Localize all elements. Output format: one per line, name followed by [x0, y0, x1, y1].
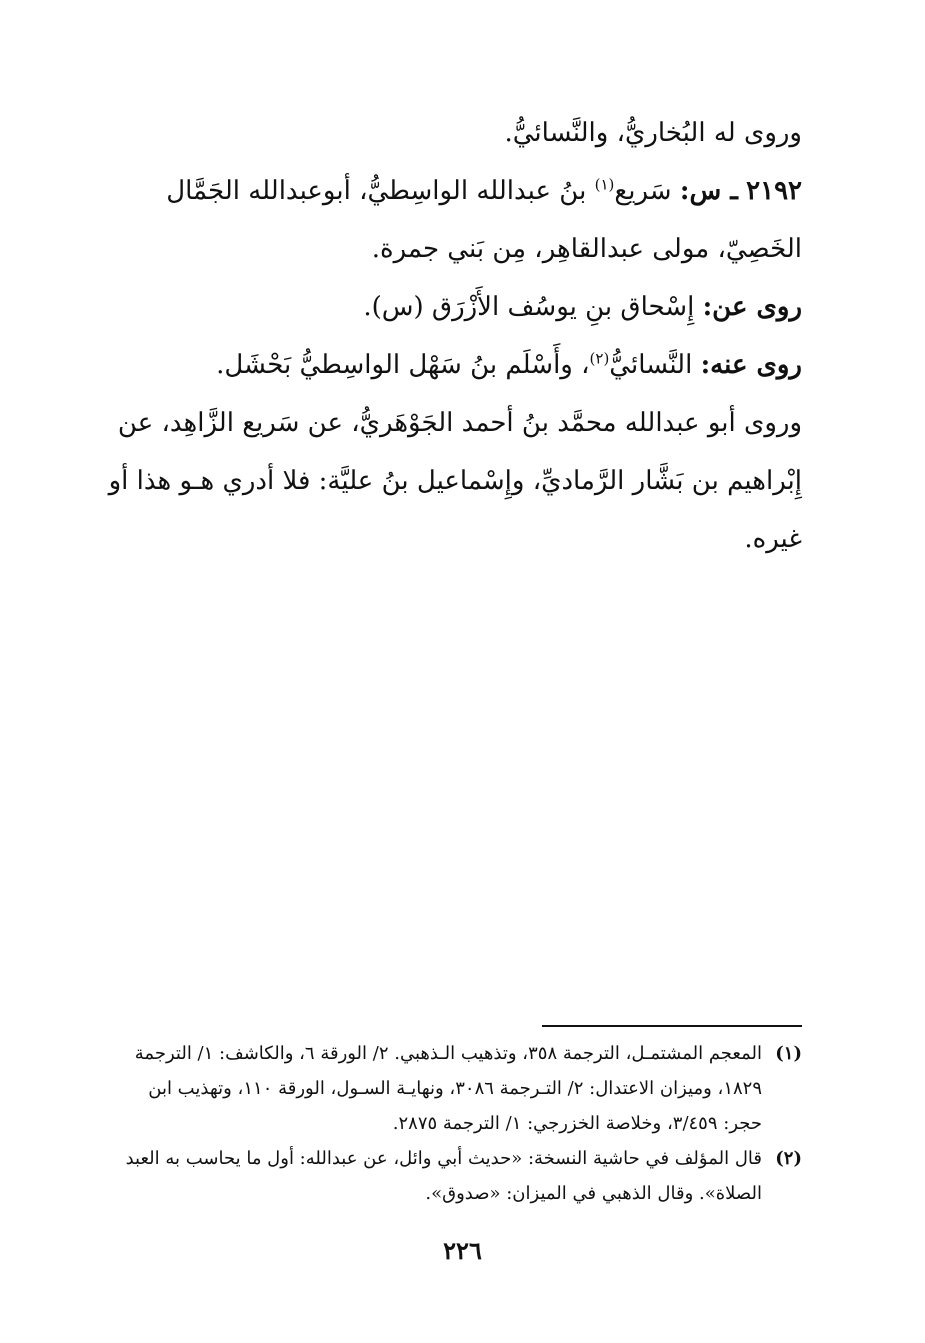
footnote-text: المعجم المشتمـل، الترجمة ٣٥٨، وتذهيب الـذهبي. ٢/ الورقة ٦، والكاشف: ١/ الترجمة ١٨٢٩، وميزان الاعتدال: ٢/ التـرجمة ٣٠٨٦، ونهايـة السـول، الورقة ١١٠، وتهذيب ابن حجر: ٣/٤٥٩، وخلاصة الخزرجي: ١/ الترجمة ٢٨٧٥.	[134, 1043, 762, 1134]
footnote-1	[110, 1036, 802, 1141]
narrated-by-text: النَّسائيُّ	[609, 350, 693, 380]
footnote-2	[110, 1141, 802, 1211]
entry-number: ٢١٩٢	[746, 176, 802, 206]
previous-entry-tail: وروى له البُخاريُّ، والنَّسائيُّ.	[504, 118, 802, 148]
footnotes	[110, 1036, 802, 1211]
footnote-ref-1: (١)	[594, 175, 615, 194]
narrated-by-label: روى عنه:	[700, 350, 802, 380]
narrated-from	[96, 278, 802, 336]
closing-paragraph: وروى أبو عبدالله محمَّد بنُ أحمد الجَوْهَريُّ، عن سَريع الزَّاهِد، عن إِبْراهيم بن بَشَّار الرَّماديِّ، وإِسْماعيل بنُ عليَّة: فلا أدري هـو هذا أو غيره.	[108, 408, 802, 554]
narrated-by-text-rest: ، وأَسْلَم بنُ سَهْل الواسِطيُّ بَحْشَل.	[216, 350, 590, 380]
main-text	[96, 104, 802, 568]
footnote-ref-2: (٢)	[589, 349, 610, 368]
footnote-separator	[542, 1025, 802, 1027]
narrated-by	[96, 336, 802, 394]
footnote-marker: (٢)	[775, 1148, 802, 1169]
narrated-from-label: روى عن:	[702, 292, 802, 322]
entry-name: سَريع	[614, 176, 672, 206]
footnote-text: قال المؤلف في حاشية النسخة: «حديث أبي وائل، عن عبدالله: أول ما يحاسب به العبد الصلاة». وقال الذهبي في الميزان: «صدوق».	[125, 1148, 762, 1204]
entry-code: ـ س:	[679, 176, 738, 206]
footnote-marker: (١)	[775, 1043, 802, 1064]
narrated-from-text: إِسْحاق بنِ يوسُف الأَزْرَق (س).	[363, 292, 695, 322]
entry-name-rest: بنُ عبدالله الواسِطيُّ، أبوعبدالله الجَمَّال الخَصِيّ، مولى عبدالقاهِر، مِن بَني جمرة.	[166, 176, 802, 264]
page-number: ٢٢٦	[443, 1236, 482, 1265]
entry-2192	[96, 162, 802, 278]
